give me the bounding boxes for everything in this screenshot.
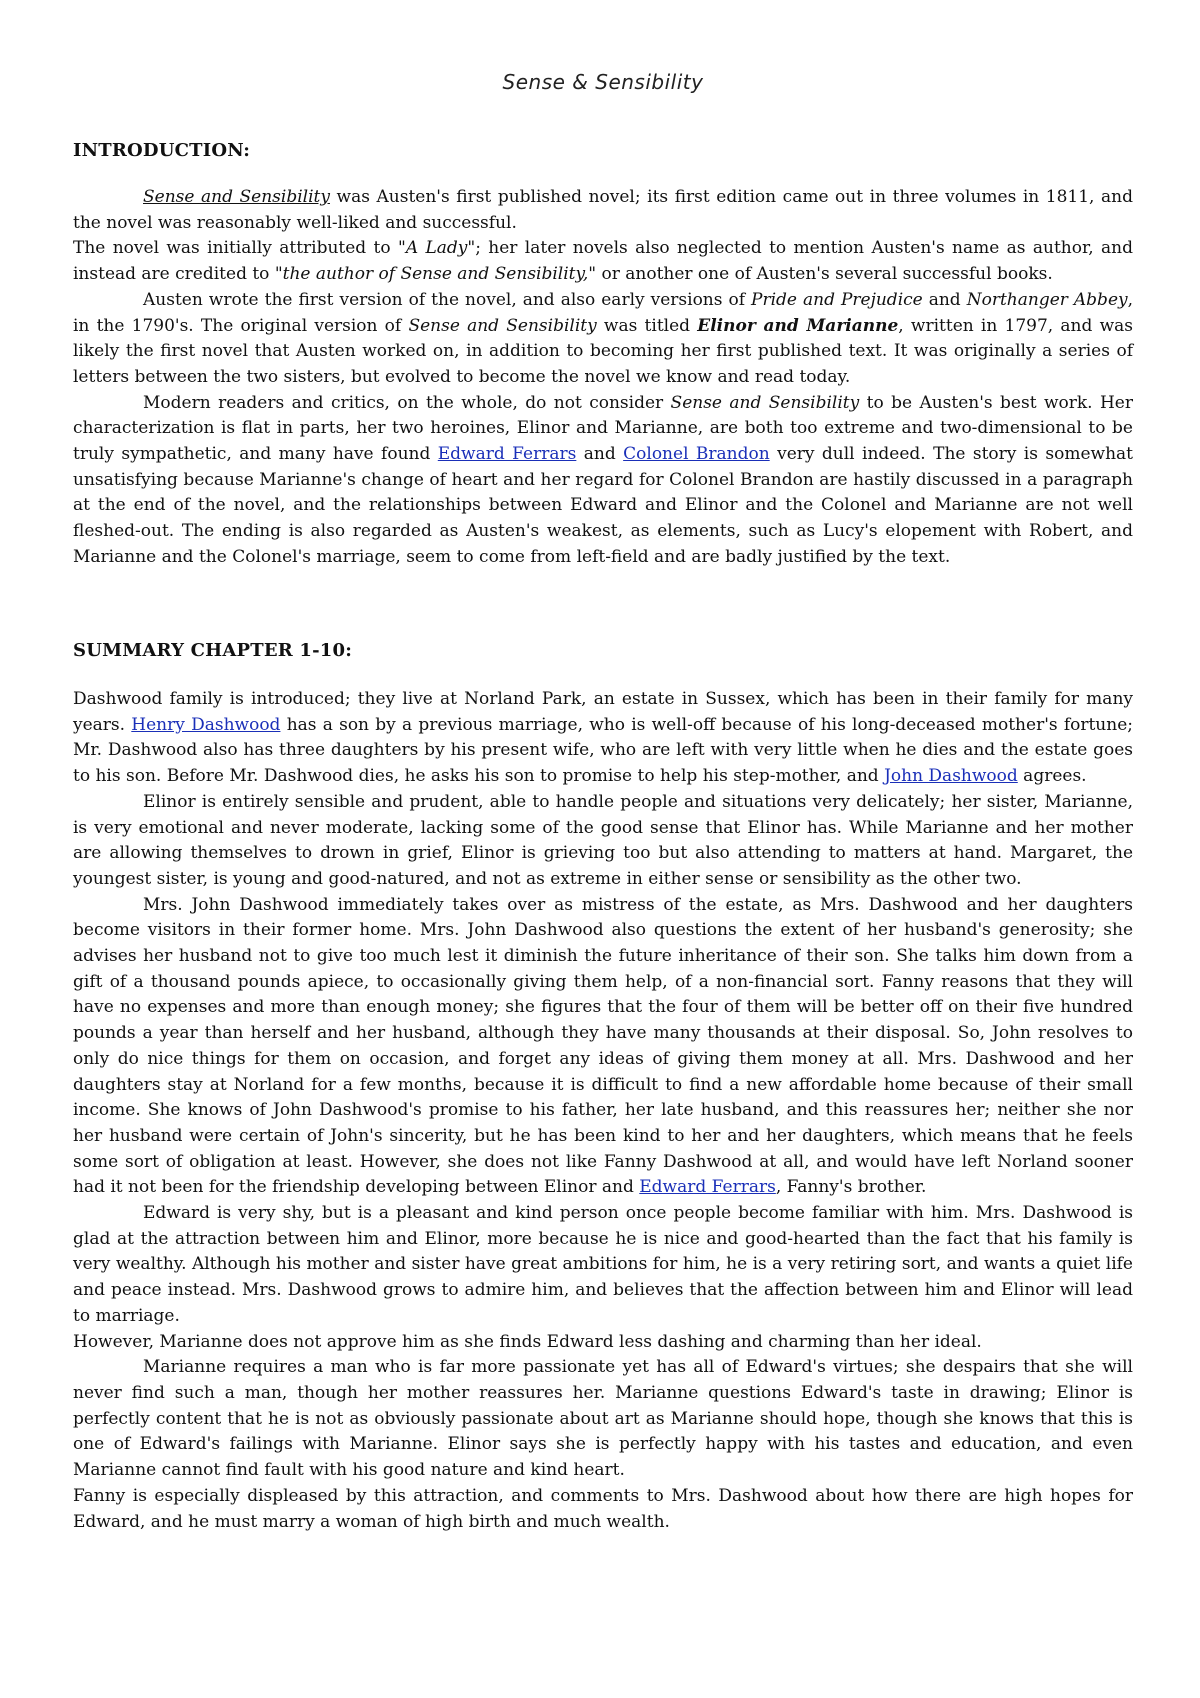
intro-heading: INTRODUCTION: bbox=[73, 140, 251, 161]
summary-paragraph-1: Dashwood family is introduced; they live at Norland Park, an estate in Sussex, which has been in their family for many years. Henry Dashwood has a son by a previous marriage, who is well-off because of his long-deceased mother's fortune; Mr. Dashwood also has three daughters by his present wife, who are left with very little when he dies and the estate goes to his son. Before Mr. Dashwood dies, he asks his son to promise to help his step-mother, and John Dashwood agrees. bbox=[73, 689, 1133, 787]
john-dashwood-link[interactable]: John Dashwood bbox=[884, 766, 1018, 787]
intro-section bbox=[73, 185, 1133, 571]
colonel-brandon-link[interactable]: Colonel Brandon bbox=[623, 444, 770, 465]
intro-paragraph-4: Modern readers and critics, on the whole, do not consider Sense and Sensibility to be Austen's best work. Her characterization is flat in parts, her two heroines, Elinor and Marianne, are both too extreme and two-dimensional to be truly sympathetic, and many have found Edward Ferrars and Colonel Brandon very dull indeed. The story is somewhat unsatisfying because Marianne's change of heart and her regard for Colonel Brandon are hastily discussed in a paragraph at the end of the novel, and the relationships between Edward and Elinor and the Colonel and Marianne are not well fleshed-out. The ending is also regarded as Austen's weakest, as elements, such as Lucy's elopement with Robert, and Marianne and the Colonel's marriage, seem to come from left-field and are badly justified by the text. bbox=[73, 392, 1133, 567]
summary-paragraph-4: Edward is very shy, but is a pleasant and kind person once people become familiar with him. Mrs. Dashwood is glad at the attraction between him and Elinor, more because he is nice and good-hearted than the fact that his family is very wealthy. Although his mother and sister have great ambitions for him, he is a very retiring sort, and wants a quiet life and peace instead. Mrs. Dashwood grows to admire him, and believes that the affection between him and Elinor will lead to marriage. bbox=[73, 1203, 1133, 1326]
summary-paragraph-5: However, Marianne does not approve him as she finds Edward less dashing and charming than her ideal. bbox=[73, 1331, 982, 1352]
summary-section bbox=[73, 687, 1133, 1535]
intro-paragraph-1: Sense and Sensibility was Austen's first published novel; its first edition came out in three volumes in 1811, and the novel was reasonably well-liked and successful. bbox=[73, 187, 1133, 233]
edward-ferrars-link[interactable]: Edward Ferrars bbox=[639, 1177, 776, 1198]
henry-dashwood-link[interactable]: Henry Dashwood bbox=[131, 714, 281, 735]
summary-heading: SUMMARY CHAPTER 1-10: bbox=[73, 640, 353, 661]
summary-paragraph-2: Elinor is entirely sensible and prudent, able to handle people and situations very delicately; her sister, Marianne, is very emotional and never moderate, lacking some of the good sense that Elinor has. While Marianne and her mother are allowing themselves to drown in grief, Elinor is grieving too but also attending to matters at hand. Margaret, the youngest sister, is young and good-natured, and not as extreme in either sense or sensibility as the other two. bbox=[73, 791, 1133, 889]
summary-paragraph-6: Marianne requires a man who is far more passionate yet has all of Edward's virtues; she despairs that she will never find such a man, though her mother reassures her. Marianne questions Edward's taste in drawing; Elinor is perfectly content that he is not as obviously passionate about art as Marianne should hope, though she knows that this is one of Edward's failings with Marianne. Elinor says she is perfectly happy with his tastes and education, and even Marianne cannot find fault with his good nature and kind heart. bbox=[73, 1357, 1133, 1481]
summary-paragraph-3: Mrs. John Dashwood immediately takes over as mistress of the estate, as Mrs. Dashwood and her daughters become visitors in their former home. Mrs. John Dashwood also questions the extent of her husband's generosity; she advises her husband not to give too much lest it diminish the future inheritance of their son. She talks him down from a gift of a thousand pounds apiece, to occasionally giving them help, of a non-financial sort. Fanny reasons that they will have no expenses and more than enough money; she figures that the four of them will be better off on their five hundred pounds a year than herself and her husband, although they have many thousands at their disposal. So, John resolves to only do nice things for them on occasion, and forget any ideas of giving them money at all. Mrs. Dashwood and her daughters stay at Norland for a few months, because it is difficult to find a new affordable home because of their small income. She knows of John Dashwood's promise to his father, her late husband, and this reassures her; neither she nor her husband were certain of John's sincerity, but he has been kind to her and her daughters, which means that he feels some sort of obligation at least. However, she does not like Fanny Dashwood at all, and would have left Norland sooner had it not been for the friendship developing between Elinor and Edward Ferrars, Fanny's brother. bbox=[73, 894, 1133, 1198]
book-title: Sense and Sensibility bbox=[143, 187, 330, 207]
intro-paragraph-3: Austen wrote the first version of the novel, and also early versions of Pride and Prejudice and Northanger Abbey, in the 1790's. The original version of Sense and Sensibility was titled Elinor and Marianne, written in 1797, and was likely the first novel that Austen worked on, in addition to becoming her first published text. It was originally a series of letters between the two sisters, but evolved to become the novel we know and read today. bbox=[73, 289, 1134, 387]
intro-paragraph-2: The novel was initially attributed to "A Lady"; her later novels also neglected to mention Austen's name as author, and instead are credited to "the author of Sense and Sensibility," or another one of Austen's several successful books. bbox=[73, 238, 1133, 285]
summary-paragraph-7: Fanny is especially displeased by this attraction, and comments to Mrs. Dashwood about how there are high hopes for Edward, and he must marry a woman of high birth and much wealth. bbox=[73, 1485, 1133, 1532]
edward-ferrars-link[interactable]: Edward Ferrars bbox=[437, 444, 577, 465]
document-title: Sense & Sensibility bbox=[502, 70, 704, 94]
